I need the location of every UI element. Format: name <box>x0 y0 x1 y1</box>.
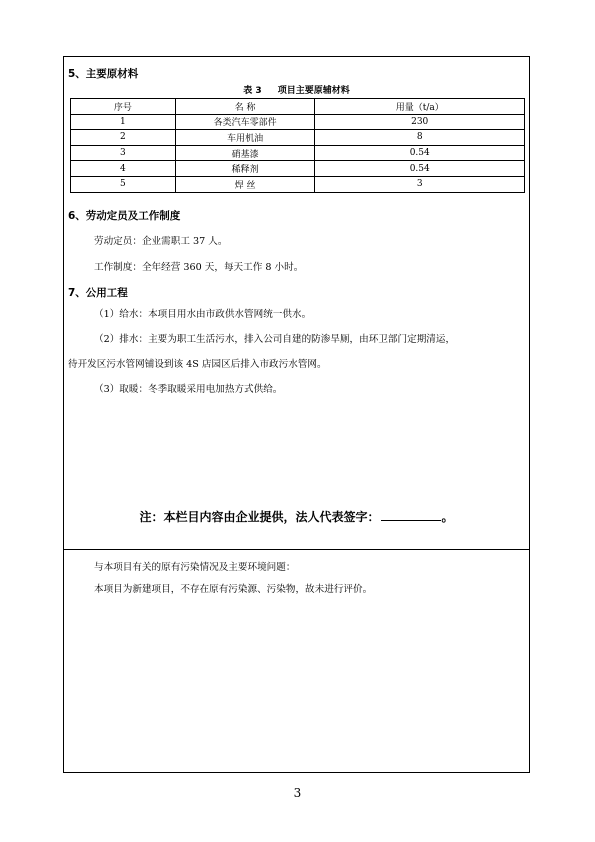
cell-name: 各类汽车零部件 <box>175 114 315 130</box>
table-row <box>71 176 525 192</box>
staff-text: 劳动定员：企业需职工 37 人。 <box>94 236 228 247</box>
cell-index: 5 <box>71 176 176 192</box>
cell-name: 车用机油 <box>175 130 315 146</box>
pollution-body: 本项目为新建项目，不存在原有污染源、污染物，故未进行评价。 <box>94 584 373 595</box>
section-divider <box>63 549 530 550</box>
table-header-row <box>71 99 525 115</box>
cell-amount: 0.54 <box>315 145 525 161</box>
materials-table <box>70 98 525 193</box>
note-end: 。 <box>441 510 454 524</box>
table-caption-label: 表 3 <box>243 86 262 96</box>
page-number: 3 <box>293 786 302 800</box>
cell-name: 硝基漆 <box>175 145 315 161</box>
signature-note <box>63 508 530 525</box>
pollution-heading: 与本项目有关的原有污染情况及主要环境问题： <box>94 562 296 573</box>
table-caption-title: 项目主要原辅材料 <box>277 86 350 96</box>
drainage-text-line1: （2）排水：主要为职工生活污水，排入公司自建的防渗旱厕，由环卫部门定期清运， <box>94 334 456 345</box>
table-row <box>71 114 525 130</box>
section5-title: 5、主要原材料 <box>68 68 139 80</box>
cell-amount: 8 <box>315 130 525 146</box>
water-supply-text: （1）给水：本项目用水由市政供水管网统一供水。 <box>94 309 312 320</box>
note-text: 注：本栏目内容由企业提供，法人代表签字： <box>139 510 380 524</box>
cell-amount: 230 <box>315 114 525 130</box>
signature-blank[interactable] <box>381 508 441 521</box>
heating-text: （3）取暖：冬季取暖采用电加热方式供给。 <box>94 384 283 395</box>
col-header-name: 名 称 <box>175 99 315 115</box>
col-header-amount: 用量（t/a） <box>315 99 525 115</box>
cell-index: 1 <box>71 114 176 130</box>
cell-name: 焊 丝 <box>175 176 315 192</box>
cell-amount: 3 <box>315 176 525 192</box>
table-row <box>71 130 525 146</box>
table-row <box>71 145 525 161</box>
cell-amount: 0.54 <box>315 161 525 177</box>
drainage-text-line2: 待开发区污水管网铺设到该 4S 店园区后排入市政污水管网。 <box>68 359 327 370</box>
table-caption <box>63 83 530 96</box>
cell-index: 2 <box>71 130 176 146</box>
col-header-index: 序号 <box>71 99 176 115</box>
cell-name: 稀释剂 <box>175 161 315 177</box>
cell-index: 4 <box>71 161 176 177</box>
cell-index: 3 <box>71 145 176 161</box>
section7-title: 7、公用工程 <box>68 287 128 299</box>
table-row <box>71 161 525 177</box>
schedule-text: 工作制度：全年经营 360 天，每天工作 8 小时。 <box>94 262 304 273</box>
section6-title: 6、劳动定员及工作制度 <box>68 210 181 222</box>
